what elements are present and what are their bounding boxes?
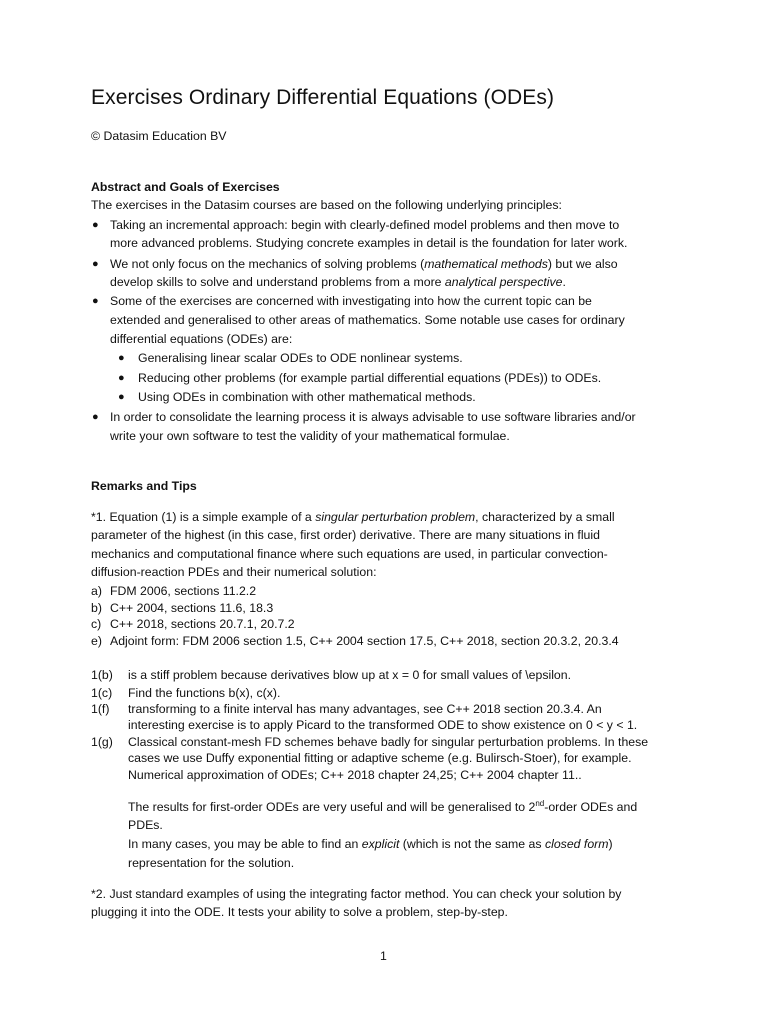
bullet-2-line-2: develop skills to solve and understand problems from a more analytical perspective.	[110, 275, 566, 289]
note-1g-line-2: cases we use Duffy exponential fitting or adaptive scheme (e.g. Bulirsch-Stoer), for example.	[128, 751, 632, 765]
note-label: 1(c)	[91, 686, 113, 700]
note-1f-line-2: interesting exercise is to apply Picard to the transformed ODE to show existence on 0 < y < 1.	[128, 718, 638, 732]
remark-2-line-1: *2. Just standard examples of using the integrating factor method. You can check your solution by	[91, 887, 622, 901]
ref-text: C++ 2018, sections 20.7.1, 20.7.2	[110, 617, 295, 631]
ref-label: e)	[91, 634, 102, 648]
document-title: Exercises Ordinary Differential Equations (ODEs)	[91, 86, 555, 109]
remark-1-line-2: parameter of the highest (in this case, first order) derivative. There are many situations in fluid	[91, 528, 600, 542]
copyright-line: © Datasim Education BV	[91, 129, 227, 143]
remark-2-line-2: plugging it into the ODE. It tests your ability to solve a problem, step-by-step.	[91, 905, 508, 919]
remark-1-line-1: *1. Equation (1) is a simple example of a singular perturbation problem, characterized by a small	[91, 510, 615, 524]
ref-text: Adjoint form: FDM 2006 section 1.5, C++ 2004 section 17.5, C++ 2018, section 20.3.2, 20.3.4	[110, 634, 619, 648]
ref-label: a)	[91, 584, 102, 598]
many-cases-line-2: representation for the solution.	[128, 856, 295, 870]
sub-bullet-1: Generalising linear scalar ODEs to ODE nonlinear systems.	[138, 351, 463, 365]
sub-bullet-3: Using ODEs in combination with other mathematical methods.	[138, 390, 476, 404]
bullet-icon: ●	[92, 258, 99, 270]
many-cases-line-1: In many cases, you may be able to find an explicit (which is not the same as closed form)	[128, 837, 613, 851]
bullet-3-line-1: Some of the exercises are concerned with investigating into how the current topic can be	[110, 294, 592, 308]
bullet-3-line-2: extended and generalised to other areas of mathematics. Some notable use cases for ordinary	[110, 313, 625, 327]
remark-1-line-4: diffusion-reaction PDEs and their numerical solution:	[91, 565, 377, 579]
remark-1-line-3: mechanics and computational finance where such equations are used, in particular convection-	[91, 547, 608, 561]
note-label: 1(b)	[91, 668, 113, 682]
ref-label: c)	[91, 617, 102, 631]
bullet-1-line-2: more advanced problems. Studying concrete examples in detail is the foundation for later work.	[110, 236, 628, 250]
note-label: 1(f)	[91, 702, 110, 716]
bullet-icon: ●	[92, 411, 99, 423]
note-1g-line-1: Classical constant-mesh FD schemes behave badly for singular perturbation problems. In these	[128, 735, 649, 749]
abstract-heading: Abstract and Goals of Exercises	[91, 180, 280, 194]
bullet-icon: ●	[118, 352, 125, 364]
sub-bullet-2: Reducing other problems (for example partial differential equations (PDEs)) to ODEs.	[138, 371, 602, 385]
bullet-icon: ●	[118, 391, 125, 403]
bullet-icon: ●	[118, 372, 125, 384]
bullet-3-line-3: differential equations (ODEs) are:	[110, 332, 293, 346]
note-label: 1(g)	[91, 735, 113, 749]
bullet-2-line-1: We not only focus on the mechanics of solving problems (mathematical methods) but we also	[110, 257, 618, 271]
ref-label: b)	[91, 601, 102, 615]
bullet-icon: ●	[92, 295, 99, 307]
ref-text: FDM 2006, sections 11.2.2	[110, 584, 257, 598]
note-1c: Find the functions b(x), c(x).	[128, 686, 281, 700]
remarks-heading: Remarks and Tips	[91, 479, 197, 493]
bullet-4-line-2: write your own software to test the validity of your mathematical formulae.	[110, 429, 510, 443]
note-1b: is a stiff problem because derivatives blow up at x = 0 for small values of \epsilon.	[128, 668, 572, 682]
abstract-intro: The exercises in the Datasim courses are based on the following underlying principles:	[91, 198, 562, 212]
note-1f-line-1: transforming to a finite interval has many advantages, see C++ 2018 section 20.3.4. An	[128, 702, 602, 716]
bullet-1-line-1: Taking an incremental approach: begin with clearly-defined model problems and then move to	[110, 218, 620, 232]
results-line-1: The results for first-order ODEs are very useful and will be generalised to 2nd-order ODEs and	[128, 799, 638, 814]
page-number: 1	[380, 949, 387, 963]
bullet-icon: ●	[92, 219, 99, 231]
ref-text: C++ 2004, sections 11.6, 18.3	[110, 601, 274, 615]
results-line-2: PDEs.	[128, 818, 163, 832]
note-1g-line-3: Numerical approximation of ODEs; C++ 2018 chapter 24,25; C++ 2004 chapter 11..	[128, 768, 582, 782]
bullet-4-line-1: In order to consolidate the learning process it is always advisable to use software libraries and/or	[110, 410, 636, 424]
